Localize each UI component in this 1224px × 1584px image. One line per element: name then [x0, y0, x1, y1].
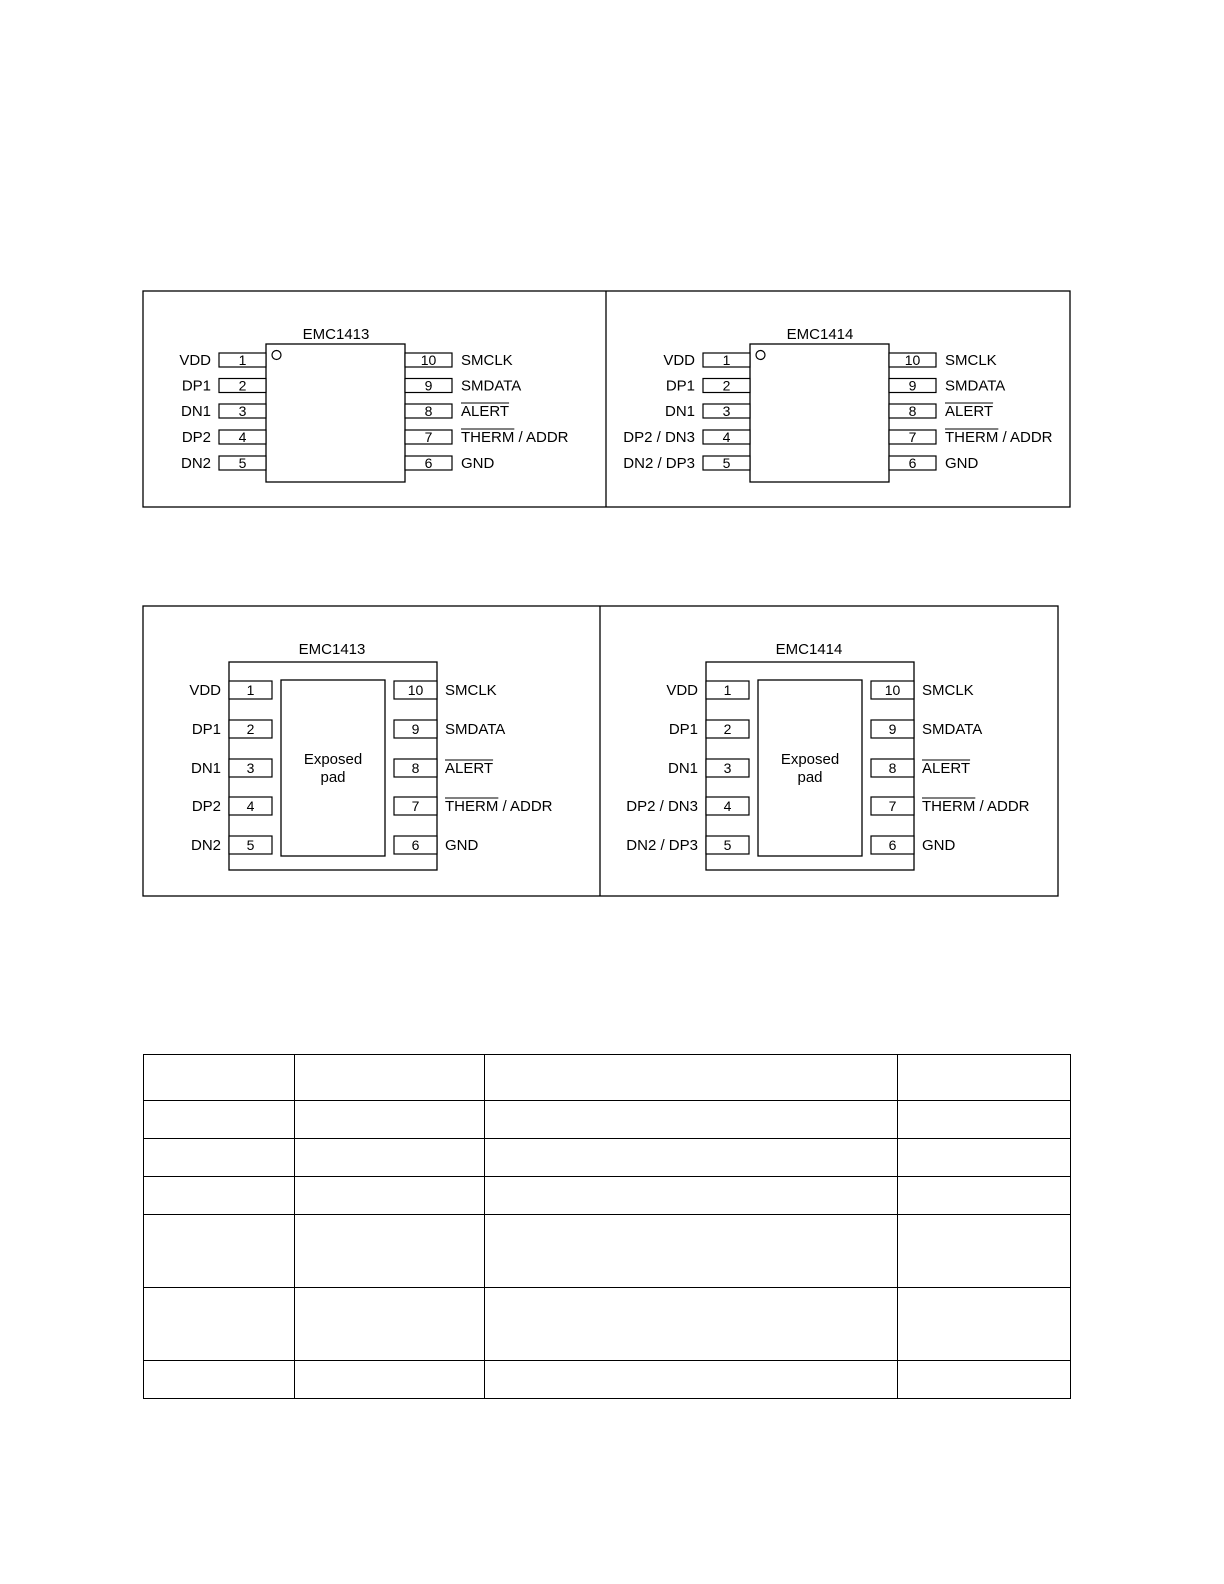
pin-number: 8 [424, 403, 433, 419]
pin-label [922, 798, 1030, 815]
pin-label: VDD [666, 682, 698, 699]
pin-number: 4 [238, 429, 247, 445]
table-cell [295, 1177, 485, 1215]
pin-label [445, 798, 553, 815]
chip-body [750, 344, 889, 482]
pin-number: 3 [238, 403, 247, 419]
pin-number: 7 [908, 429, 917, 445]
table-cell [485, 1139, 898, 1177]
pin-number: 2 [723, 721, 732, 737]
table-cell [144, 1288, 295, 1361]
pin-label [922, 837, 956, 854]
table-cell [144, 1215, 295, 1288]
pin-label [445, 721, 505, 738]
pin-label-main: SMCLK [445, 682, 497, 699]
pin-label-main: SMCLK [461, 352, 513, 369]
pin-number: 9 [908, 377, 917, 394]
pin-number: 7 [424, 429, 433, 445]
pin-label-main: ALERT [922, 760, 971, 777]
msop-emc1414 [623, 326, 1052, 482]
pin-label [461, 403, 509, 420]
pin-number: 1 [246, 682, 255, 698]
pin-label: DP2 / DN3 [623, 429, 695, 446]
table-cell [485, 1177, 898, 1215]
pin-label-main: SMCLK [922, 682, 974, 699]
table-row [144, 1101, 1071, 1139]
chip-title: EMC1413 [302, 326, 370, 343]
table-cell [898, 1139, 1071, 1177]
pin-number: 2 [246, 721, 255, 737]
pin-label [922, 682, 974, 699]
msop-pin-diagram [143, 291, 1070, 507]
table-cell [898, 1177, 1071, 1215]
table-cell [485, 1361, 898, 1399]
table-row [144, 1139, 1071, 1177]
pin-number: 3 [246, 760, 255, 776]
pin-number: 1 [722, 352, 731, 368]
pin-label-main: SMDATA [445, 721, 506, 738]
table-cell [295, 1139, 485, 1177]
pin-number: 6 [424, 455, 433, 471]
pin-label-main: GND [445, 837, 479, 854]
pin-number: 9 [888, 721, 897, 737]
dfn-pin-diagram [143, 606, 1058, 896]
table-header-cell [485, 1055, 898, 1101]
pin-label-main: GND [945, 455, 979, 472]
dfn-emc1413 [189, 641, 552, 870]
pin-label-main: SMCLK [945, 352, 997, 369]
pin1-marker [756, 351, 765, 360]
exposed-pad [758, 680, 862, 856]
table-cell [295, 1101, 485, 1139]
pin-label-main: THERM [461, 429, 515, 446]
pin-number: 5 [722, 455, 731, 471]
pin-label-main: ALERT [461, 403, 510, 420]
pin-label: DP1 [181, 377, 211, 395]
pin-label-main: THERM [445, 798, 499, 815]
pin-label [945, 455, 979, 472]
pin-number: 3 [723, 760, 732, 776]
table-cell [144, 1361, 295, 1399]
pin-number: 8 [411, 760, 420, 776]
table-header-row [144, 1055, 1071, 1101]
pin-number: 1 [723, 682, 732, 698]
pin-label-suffix: / ADDR [514, 429, 569, 446]
table-cell [485, 1101, 898, 1139]
table-cell [295, 1215, 485, 1288]
pin-label-main: SMDATA [945, 377, 1006, 395]
pin-label: DN2 / DP3 [623, 455, 695, 472]
chip-body [266, 344, 405, 482]
table-cell [485, 1288, 898, 1361]
pin-label-main: SMDATA [461, 377, 522, 395]
pad-label: pad [320, 769, 346, 786]
pin-label-main: GND [922, 837, 956, 854]
pin-label [945, 403, 993, 420]
pin-label [461, 378, 521, 395]
pin1-marker [272, 351, 281, 360]
pin-label-main: ALERT [445, 760, 494, 777]
table-row [144, 1288, 1071, 1361]
pin-number: 7 [888, 798, 897, 814]
pin-description-table [143, 1054, 1071, 1399]
pin-number: 7 [411, 798, 420, 814]
pin-label: DN2 [190, 837, 221, 854]
pin-number: 4 [722, 429, 731, 445]
pin-label: DN1 [667, 760, 698, 777]
pin-number: 6 [888, 837, 897, 853]
pin-label-suffix: / ADDR [975, 798, 1030, 815]
pin-label: VDD [663, 352, 695, 369]
table-cell [144, 1139, 295, 1177]
pin-label-main: ALERT [945, 403, 994, 420]
pin-label: DP2 / DN3 [626, 798, 698, 815]
pin-label [945, 352, 997, 369]
pin-number: 10 [884, 682, 901, 698]
pin-label [445, 760, 493, 777]
table-row [144, 1177, 1071, 1215]
pin-number: 10 [420, 352, 437, 368]
table-cell [144, 1101, 295, 1139]
pin-number: 9 [424, 377, 433, 394]
pad-label: pad [797, 769, 823, 786]
table-cell [898, 1288, 1071, 1361]
pin-label-suffix: / ADDR [498, 798, 553, 815]
pin-number: 5 [238, 455, 247, 471]
dfn-emc1414 [626, 641, 1029, 870]
pin-label: DP2 [181, 429, 211, 446]
table-cell [295, 1288, 485, 1361]
pin-label-main: GND [461, 455, 495, 472]
pin-label: DP1 [668, 721, 698, 738]
pin-label: DN2 / DP3 [626, 837, 698, 854]
pin-label [922, 721, 982, 738]
pin-number: 10 [407, 682, 424, 698]
pin-label-main: THERM [945, 429, 999, 446]
chip-title: EMC1414 [775, 641, 843, 658]
pin-label: DP1 [665, 377, 695, 395]
pin-number: 2 [722, 377, 731, 394]
table-header-cell [144, 1055, 295, 1101]
table-cell [295, 1361, 485, 1399]
pin-number: 4 [246, 798, 255, 814]
pin-number: 5 [246, 837, 255, 853]
pad-label: Exposed [303, 751, 363, 768]
pin-label [461, 455, 495, 472]
msop-emc1413 [179, 326, 568, 482]
pin-label: DN1 [180, 403, 211, 420]
table-cell [144, 1177, 295, 1215]
table-row [144, 1215, 1071, 1288]
pin-label: DN2 [180, 455, 211, 472]
chip-title: EMC1413 [298, 641, 366, 658]
pin-number: 6 [908, 455, 917, 471]
pin-number: 6 [411, 837, 420, 853]
exposed-pad [281, 680, 385, 856]
pin-label: DN1 [664, 403, 695, 420]
table-cell [898, 1101, 1071, 1139]
pin-number: 9 [411, 721, 420, 737]
table-cell [898, 1215, 1071, 1288]
pin-label [445, 837, 479, 854]
pin-number: 8 [908, 403, 917, 419]
pin-label: DP2 [191, 798, 221, 815]
pin-label [945, 429, 1053, 446]
pin-label: VDD [179, 352, 211, 369]
table-header-cell [898, 1055, 1071, 1101]
pin-number: 8 [888, 760, 897, 776]
pin-number: 2 [238, 377, 247, 394]
table-cell [485, 1215, 898, 1288]
pin-number: 5 [723, 837, 732, 853]
pin-label [922, 760, 970, 777]
pin-label: DN1 [190, 760, 221, 777]
table-cell [898, 1361, 1071, 1399]
pin-label: DP1 [191, 721, 221, 738]
pin-label: VDD [189, 682, 221, 699]
pad-label: Exposed [780, 751, 840, 768]
pin-label-main: THERM [922, 798, 976, 815]
pin-label-main: SMDATA [922, 721, 983, 738]
pin-label [461, 429, 569, 446]
pin-label [461, 352, 513, 369]
table-row [144, 1361, 1071, 1399]
pin-number: 10 [904, 352, 921, 368]
pin-label [445, 682, 497, 699]
pin-number: 3 [722, 403, 731, 419]
pin-number: 4 [723, 798, 732, 814]
chip-title: EMC1414 [786, 326, 854, 343]
pin-label-suffix: / ADDR [998, 429, 1053, 446]
table-header-cell [295, 1055, 485, 1101]
pin-number: 1 [238, 352, 247, 368]
pin-label [945, 378, 1005, 395]
